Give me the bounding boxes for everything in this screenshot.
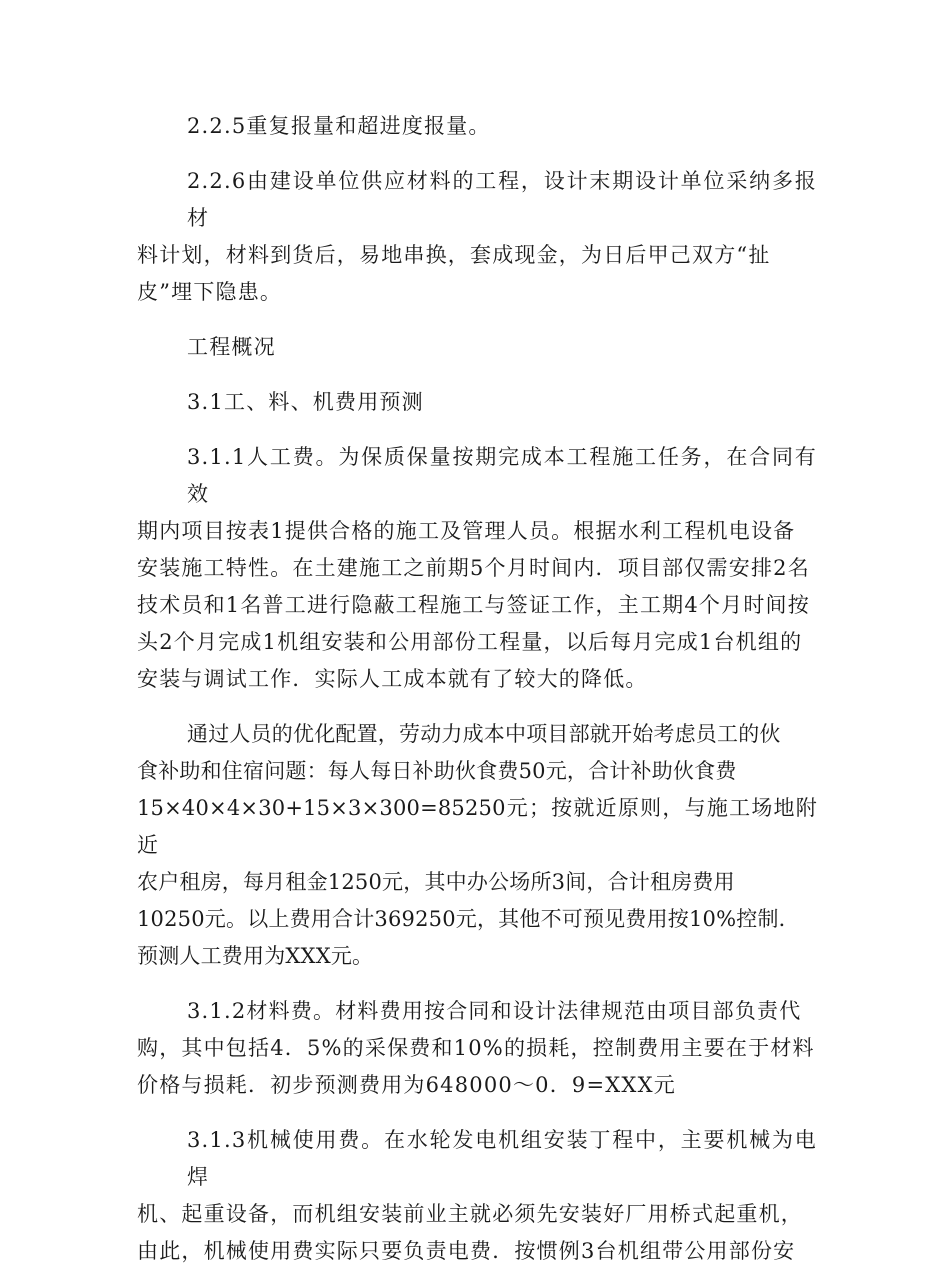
document-body [137, 108, 817, 1288]
text-line: 价格与损耗．初步预测费用为648000～0．9=XXX元 [137, 1073, 676, 1097]
text-line: 3.1.2材料费。材料费用按合同和设计法律规范由项目部负责代 [187, 999, 802, 1023]
text-line: 3.1.1人工费。为保质保量按期完成本工程施工任务，在合同有效 [187, 445, 817, 506]
text-line: 由此，机械使用费实际只要负责电费．按惯例3台机组带公用部份安 [137, 1239, 796, 1263]
text-line: 期内项目按表1提供合格的施工及管理人员。根据水利工程机电设备 [137, 519, 796, 543]
text-line: 3.1工、料、机费用预测 [187, 390, 424, 414]
text-line: 购，其中包括4．5%的采保费和10%的损耗，控制费用主要在于材料 [137, 1036, 815, 1060]
text-line: 2.2.5重复报量和超进度报量。 [187, 114, 491, 138]
text-line: 技术员和1名普工进行隐蔽工程施工与签证工作，主工期4个月时间按 [137, 593, 810, 617]
paragraph-3-1-2 [137, 993, 817, 1104]
paragraph-staffing-costs [137, 716, 817, 975]
text-line: 2.2.6由建设单位供应材料的工程，设计末期设计单位采纳多报材 [187, 169, 817, 230]
paragraph-3-1-1 [137, 439, 817, 698]
text-line: 安装施工特性。在土建施工之前期5个月时间内．项目部仅需安排2名 [137, 556, 810, 580]
text-line: 皮”埋下隐患。 [137, 280, 283, 304]
text-line: 头2个月完成1机组安装和公用部份工程量，以后每月完成1台机组的 [137, 630, 803, 654]
text-line: 食补助和住宿问题：每人每日补助伙食费50元，合计补助伙食费 [137, 759, 737, 783]
paragraph-2-2-5 [137, 108, 817, 145]
paragraph-2-2-6 [137, 163, 817, 311]
text-line: 通过人员的优化配置，劳动力成本中项目部就开始考虑员工的伙 [187, 722, 781, 746]
text-line: 机、起重设备，而机组安装前业主就必须先安装好厂用桥式起重机， [137, 1202, 803, 1226]
text-line: 15×40×4×30+15×3×300=85250元；按就近原则，与施工场地附近 [137, 796, 817, 857]
text-line: 3.1.3机械使用费。在水轮发电机组安装丁程中，主要机械为电焊 [187, 1128, 817, 1189]
heading-project-overview [137, 329, 817, 366]
text-line: 工程概况 [187, 335, 276, 359]
text-line: 安装与调试工作．实际人工成本就有了较大的降低。 [137, 667, 648, 691]
heading-3-1 [137, 384, 817, 421]
text-line: 农户租房，每月租金1250元，其中办公场所3间，合计租房费用 [137, 870, 735, 894]
text-line: 预测人工费用为XXX元。 [137, 944, 374, 968]
paragraph-3-1-3 [137, 1122, 817, 1270]
text-line: 10250元。以上费用合计369250元，其他不可预见费用按10%控制． [137, 907, 800, 931]
text-line: 料计划，材料到货后，易地串换，套成现金，为日后甲己双方“扯 [137, 243, 771, 267]
